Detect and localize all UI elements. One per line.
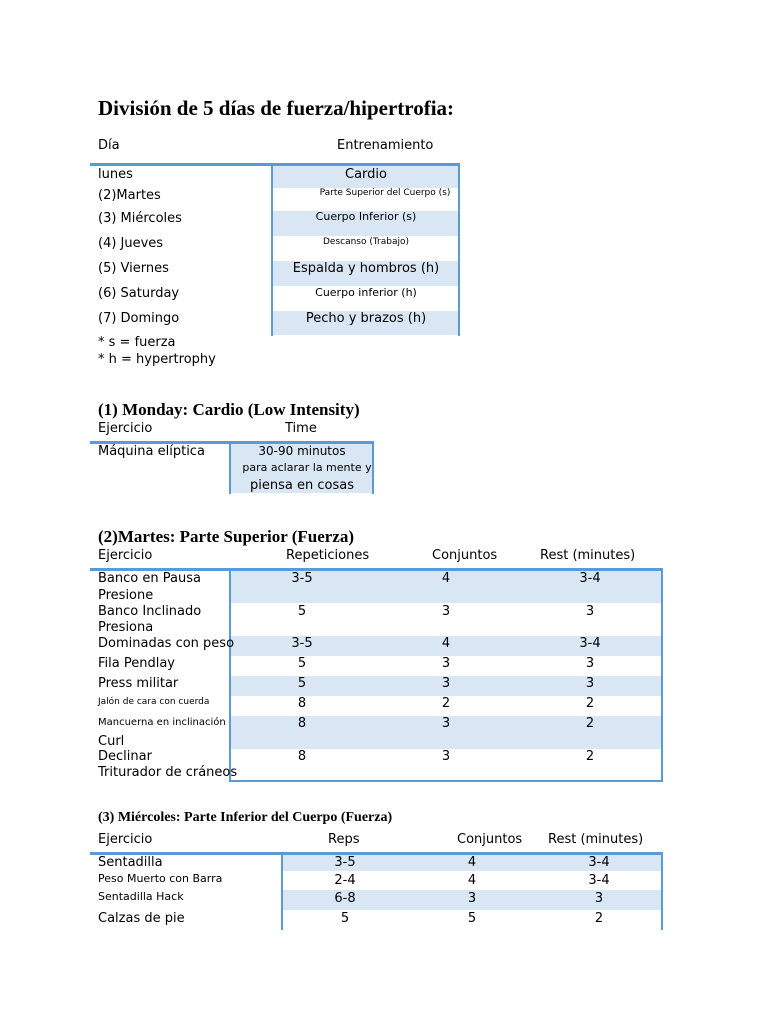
wednesday-rest: 2 — [594, 911, 604, 926]
tuesday-reps: 5 — [297, 604, 307, 619]
wednesday-title: (3) Miércoles: Parte Inferior del Cuerpo (Fuerza) — [98, 810, 393, 825]
wednesday-header-exercise: Ejercicio — [98, 832, 153, 847]
schedule-header-day: Día — [98, 138, 120, 153]
wednesday-exercise: Sentadilla — [98, 855, 163, 870]
schedule-training: Cuerpo Inferior (s) — [315, 210, 417, 223]
page-title: División de 5 días de fuerza/hipertrofia: — [98, 96, 455, 120]
tuesday-rest: 3-4 — [579, 571, 601, 586]
schedule-day: (4) Jueves — [98, 236, 164, 251]
tuesday-exercise: Banco Inclinado — [98, 604, 202, 619]
tuesday-sets: 3 — [441, 716, 451, 731]
tuesday-sets: 3 — [441, 749, 451, 764]
wednesday-exercise: Calzas de pie — [98, 911, 185, 926]
tuesday-header-rest: Rest (minutes) — [540, 548, 636, 563]
wednesday-reps: 2-4 — [334, 873, 356, 888]
schedule-note: * h = hypertrophy — [98, 352, 216, 367]
tuesday-sets: 2 — [441, 696, 451, 711]
wednesday-sets: 3 — [467, 891, 477, 906]
wednesday-exercise: Peso Muerto con Barra — [98, 872, 223, 885]
schedule-day: (3) Miércoles — [98, 211, 182, 226]
tuesday-reps: 3-5 — [291, 571, 313, 586]
wednesday-reps: 3-5 — [334, 855, 356, 870]
tuesday-sets: 3 — [441, 604, 451, 619]
monday-time-line: para aclarar la mente y — [242, 461, 372, 474]
tuesday-exercise: Presione — [98, 588, 154, 603]
tuesday-exercise: Press militar — [98, 676, 179, 691]
tuesday-reps: 8 — [297, 716, 307, 731]
wednesday-rest: 3-4 — [588, 873, 610, 888]
schedule-training: Cardio — [345, 167, 387, 182]
schedule-training: Espalda y hombros (h) — [292, 261, 440, 276]
tuesday-sets: 4 — [441, 571, 451, 586]
tuesday-sets: 3 — [441, 656, 451, 671]
tuesday-rest: 3 — [585, 604, 595, 619]
monday-title: (1) Monday: Cardio (Low Intensity) — [98, 400, 360, 419]
tuesday-rest: 2 — [585, 696, 595, 711]
tuesday-reps: 8 — [297, 749, 307, 764]
tuesday-rest: 2 — [585, 716, 595, 731]
schedule-note: * s = fuerza — [98, 335, 176, 350]
schedule-day: (6) Saturday — [98, 286, 180, 301]
tuesday-exercise: Presiona — [98, 620, 154, 635]
tuesday-header-sets: Conjuntos — [432, 548, 498, 563]
tuesday-sets: 4 — [441, 636, 451, 651]
wednesday-header-reps: Reps — [328, 832, 360, 847]
tuesday-rest: 2 — [585, 749, 595, 764]
schedule-day: (5) Viernes — [98, 261, 169, 276]
tuesday-rest: 3-4 — [579, 636, 601, 651]
tuesday-exercise: Declinar — [98, 749, 152, 764]
schedule-training: Descanso (Trabajo) — [322, 237, 410, 247]
tuesday-reps: 5 — [297, 676, 307, 691]
schedule-header-training: Entrenamiento — [337, 138, 434, 153]
tuesday-reps: 8 — [297, 696, 307, 711]
monday-exercise: Máquina elíptica — [98, 444, 205, 459]
wednesday-sets: 5 — [467, 911, 477, 926]
monday-header-time: Time — [285, 421, 317, 436]
schedule-training: Cuerpo inferior (h) — [315, 286, 417, 299]
wednesday-header-rest: Rest (minutes) — [548, 832, 644, 847]
tuesday-sets: 3 — [441, 676, 451, 691]
schedule-day: (7) Domingo — [98, 311, 180, 326]
wednesday-exercise: Sentadilla Hack — [98, 890, 184, 903]
tuesday-reps: 3-5 — [291, 636, 313, 651]
schedule-day: lunes — [98, 167, 133, 182]
tuesday-exercise: Fila Pendlay — [98, 656, 175, 671]
tuesday-rest: 3 — [585, 656, 595, 671]
tuesday-header-exercise: Ejercicio — [98, 548, 153, 563]
wednesday-reps: 5 — [340, 911, 350, 926]
tuesday-exercise: Mancuerna en inclinación — [98, 717, 226, 728]
tuesday-exercise: Triturador de cráneos — [98, 765, 238, 780]
tuesday-exercise: Dominadas con peso — [98, 636, 235, 651]
tuesday-exercise: Banco en Pausa — [98, 571, 201, 586]
monday-time-line: piensa en cosas — [250, 478, 354, 493]
wednesday-header-sets: Conjuntos — [457, 832, 523, 847]
schedule-training: Parte Superior del Cuerpo (s) — [319, 188, 451, 198]
tuesday-rest: 3 — [585, 676, 595, 691]
tuesday-exercise: Jalón de cara con cuerda — [98, 697, 210, 707]
tuesday-header-reps: Repeticiones — [286, 548, 370, 563]
wednesday-sets: 4 — [467, 873, 477, 888]
wednesday-rest: 3-4 — [588, 855, 610, 870]
monday-time-line: 30-90 minutos — [258, 444, 346, 458]
tuesday-reps: 5 — [297, 656, 307, 671]
wednesday-sets: 4 — [467, 855, 477, 870]
wednesday-rest: 3 — [594, 891, 604, 906]
wednesday-reps: 6-8 — [334, 891, 356, 906]
monday-header-exercise: Ejercicio — [98, 421, 153, 436]
schedule-day: (2)Martes — [98, 188, 161, 203]
tuesday-title: (2)Martes: Parte Superior (Fuerza) — [98, 527, 354, 546]
tuesday-exercise: Curl — [98, 734, 125, 749]
schedule-training: Pecho y brazos (h) — [305, 311, 427, 326]
